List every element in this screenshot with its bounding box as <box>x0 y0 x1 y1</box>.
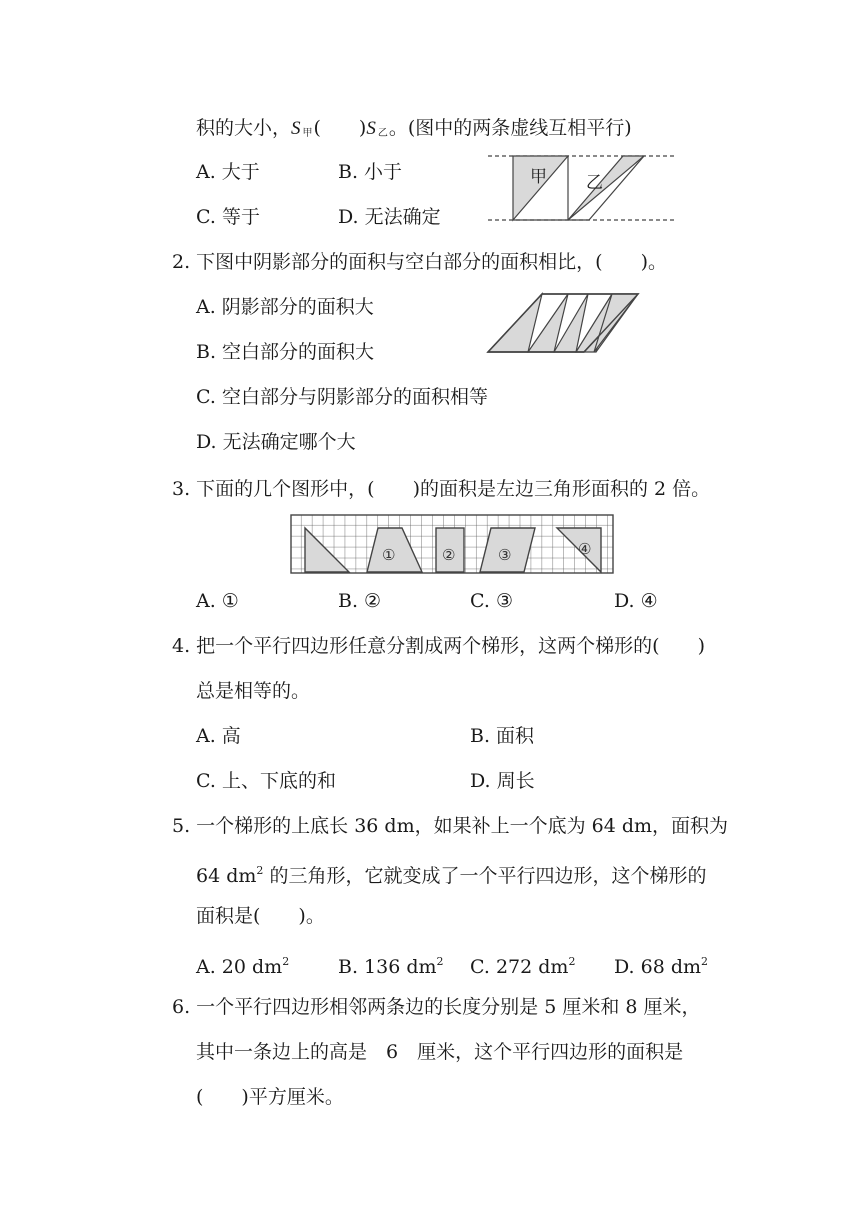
q4-stem-line1: 4. 把一个平行四边形任意分割成两个梯形，这两个梯形的( ) <box>172 635 705 657</box>
q3-option-a[interactable]: A. ① <box>196 590 239 612</box>
q5-option-a-text: A. 20 dm <box>196 956 283 978</box>
q1-suffix: 。(图中的两条虚线互相平行) <box>388 117 632 139</box>
q4-option-b[interactable]: B. 面积 <box>470 725 535 747</box>
q5-option-d[interactable] <box>614 950 708 979</box>
q1-answer-blank[interactable]: ( ) <box>313 117 367 139</box>
q2-stem: 2. 下图中阴影部分的面积与空白部分的面积相比，( )。 <box>172 251 667 273</box>
q1-figure <box>488 150 674 226</box>
q5-option-d-sup: 2 <box>701 955 709 968</box>
label-yi: 乙 <box>586 173 603 193</box>
s-jia-symbol: S <box>291 118 301 139</box>
q1-option-a[interactable]: A. 大于 <box>196 161 260 183</box>
q5-stem-line2 <box>196 859 706 888</box>
q3-option-c[interactable]: C. ③ <box>470 590 513 612</box>
q1-option-b[interactable]: B. 小于 <box>338 161 403 183</box>
s-yi-symbol: S <box>366 118 376 139</box>
q5-area-sup: 2 <box>256 864 264 877</box>
q5-option-d-text: D. 68 dm <box>614 956 702 978</box>
q5-stem-line1: 5. 一个梯形的上底长 36 dm，如果补上一个底为 64 dm，面积为 <box>172 815 729 837</box>
q3-grid-figure <box>290 514 616 576</box>
q5-stem-line3: 面积是( )。 <box>196 905 325 927</box>
q5-option-c[interactable] <box>470 950 575 979</box>
q3-option-d[interactable]: D. ④ <box>614 590 658 612</box>
q4-option-a[interactable]: A. 高 <box>196 725 241 747</box>
q5-option-b[interactable] <box>338 950 444 979</box>
q2-figure <box>484 290 644 356</box>
q2-option-a[interactable]: A. 阴影部分的面积大 <box>196 296 374 318</box>
q5-option-c-sup: 2 <box>568 955 576 968</box>
q5-option-b-text: B. 136 dm <box>338 956 437 978</box>
q6-stem-line1: 6. 一个平行四边形相邻两条边的长度分别是 5 厘米和 8 厘米， <box>172 996 701 1018</box>
q1-prefix: 积的大小， <box>196 117 292 139</box>
q2-option-b[interactable]: B. 空白部分的面积大 <box>196 341 375 363</box>
label-jia: 甲 <box>530 167 547 187</box>
q5-option-a-sup: 2 <box>282 955 290 968</box>
sub-jia: 甲 <box>302 128 313 139</box>
q1-option-c[interactable]: C. 等于 <box>196 206 260 228</box>
q6-stem-line2: 其中一条边上的高是 6 厘米，这个平行四边形的面积是 <box>196 1041 684 1063</box>
sub-yi: 乙 <box>377 128 388 139</box>
q4-stem-line2: 总是相等的。 <box>196 680 311 702</box>
shape-3-label: ③ <box>498 546 512 564</box>
q1-stem-line <box>196 116 632 146</box>
q5-line2-rest: 的三角形，它就变成了一个平行四边形，这个梯形的 <box>263 865 707 887</box>
q3-stem: 3. 下面的几个图形中，( )的面积是左边三角形面积的 2 倍。 <box>172 478 711 500</box>
q5-option-a[interactable] <box>196 950 289 979</box>
q2-option-d[interactable]: D. 无法确定哪个大 <box>196 431 356 453</box>
shape-2-label: ② <box>442 546 456 564</box>
q5-option-b-sup: 2 <box>436 955 444 968</box>
shape-4-label: ④ <box>578 540 592 558</box>
shape-1-label: ① <box>382 546 396 564</box>
q4-option-c[interactable]: C. 上、下底的和 <box>196 770 336 792</box>
q4-option-d[interactable]: D. 周长 <box>470 770 535 792</box>
triangle-jia <box>513 156 568 220</box>
q6-stem-line3[interactable]: ( )平方厘米。 <box>196 1086 344 1108</box>
q3-option-b[interactable]: B. ② <box>338 590 382 612</box>
triangle-yi <box>568 156 644 220</box>
q5-area-value: 64 dm <box>196 865 257 887</box>
q2-option-c[interactable]: C. 空白部分与阴影部分的面积相等 <box>196 386 488 408</box>
q1-option-d[interactable]: D. 无法确定 <box>338 206 441 228</box>
q5-option-c-text: C. 272 dm <box>470 956 569 978</box>
